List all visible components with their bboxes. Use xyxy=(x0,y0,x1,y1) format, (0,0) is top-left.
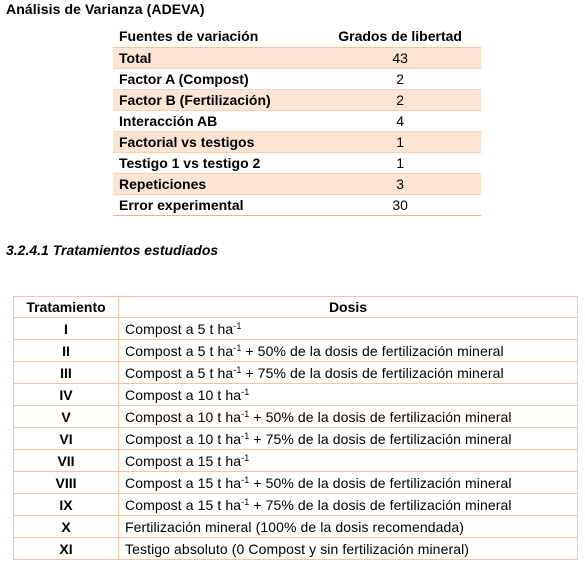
dose-unit-exponent: -1 xyxy=(233,320,242,331)
treatments-header-dose: Dosis xyxy=(119,297,578,318)
dose-unit-exponent: -1 xyxy=(241,474,250,485)
anova-df: 43 xyxy=(319,48,481,69)
dose-text: Compost a 15 t ha xyxy=(125,452,242,469)
anova-source: Error experimental xyxy=(113,195,319,216)
dose-text-suffix: + 75% de la dosis de fertilización mineral xyxy=(249,496,512,513)
dose-unit-exponent: -1 xyxy=(241,430,250,441)
table-row xyxy=(14,494,578,516)
treatments-table xyxy=(13,296,578,560)
treatment-id: X xyxy=(14,516,119,538)
table-row xyxy=(113,90,481,111)
treatment-id: III xyxy=(14,362,119,384)
table-row xyxy=(113,195,481,216)
treatment-dose xyxy=(119,472,578,494)
treatment-id: VI xyxy=(14,428,119,450)
treatments-body xyxy=(14,318,578,560)
section-heading: 3.2.4.1 Tratamientos estudiados xyxy=(6,242,219,258)
treatment-dose xyxy=(119,318,578,340)
dose-text: Compost a 10 t ha xyxy=(125,430,242,447)
anova-df: 2 xyxy=(319,69,481,90)
anova-df: 1 xyxy=(319,132,481,153)
table-row xyxy=(113,153,481,174)
treatment-dose xyxy=(119,362,578,384)
table-row xyxy=(113,69,481,90)
treatment-dose xyxy=(119,450,578,472)
dose-text: Compost a 10 t ha xyxy=(125,386,242,403)
dose-text: Compost a 10 t ha xyxy=(125,408,242,425)
dose-text: Testigo absoluto (0 Compost y sin fertilización mineral) xyxy=(125,540,470,557)
dose-unit-exponent: -1 xyxy=(241,408,250,419)
table-row xyxy=(14,428,578,450)
table-row xyxy=(113,111,481,132)
treatment-dose xyxy=(119,494,578,516)
dose-text: Compost a 5 t ha xyxy=(125,320,234,337)
treatments-header-row xyxy=(14,297,578,318)
anova-source: Factorial vs testigos xyxy=(113,132,319,153)
treatment-id: V xyxy=(14,406,119,428)
table-row xyxy=(113,174,481,195)
anova-df: 3 xyxy=(319,174,481,195)
dose-text: Compost a 15 t ha xyxy=(125,474,242,491)
treatment-id: IX xyxy=(14,494,119,516)
table-row xyxy=(14,384,578,406)
anova-table xyxy=(113,25,481,216)
treatment-id: XI xyxy=(14,538,119,560)
table-row xyxy=(14,472,578,494)
anova-df: 30 xyxy=(319,195,481,216)
treatment-dose xyxy=(119,428,578,450)
anova-source: Testigo 1 vs testigo 2 xyxy=(113,153,319,174)
dose-unit-exponent: -1 xyxy=(233,364,242,375)
treatment-id: VII xyxy=(14,450,119,472)
table-row xyxy=(14,340,578,362)
table-row xyxy=(113,132,481,153)
anova-source: Factor A (Compost) xyxy=(113,69,319,90)
dose-text: Compost a 5 t ha xyxy=(125,364,234,381)
treatment-id: IV xyxy=(14,384,119,406)
treatment-dose xyxy=(119,340,578,362)
table-row xyxy=(14,406,578,428)
table-row xyxy=(113,48,481,69)
anova-df: 4 xyxy=(319,111,481,132)
table-row xyxy=(14,362,578,384)
treatment-dose xyxy=(119,516,578,538)
treatment-dose xyxy=(119,406,578,428)
anova-df: 2 xyxy=(319,90,481,111)
anova-source: Total xyxy=(113,48,319,69)
anova-header-source: Fuentes de variación xyxy=(113,25,319,48)
treatments-header-treatment: Tratamiento xyxy=(14,297,119,318)
anova-source: Factor B (Fertilización) xyxy=(113,90,319,111)
anova-df: 1 xyxy=(319,153,481,174)
anova-heading: Análisis de Varianza (ADEVA) xyxy=(6,1,205,17)
treatment-dose xyxy=(119,384,578,406)
dose-text: Compost a 5 t ha xyxy=(125,342,234,359)
dose-text-suffix: + 50% de la dosis de fertilización mineral xyxy=(249,408,512,425)
table-row xyxy=(14,450,578,472)
dose-unit-exponent: -1 xyxy=(241,452,250,463)
anova-header-row xyxy=(113,25,481,48)
dose-text: Compost a 15 t ha xyxy=(125,496,242,513)
anova-header-df: Grados de libertad xyxy=(319,25,481,48)
dose-text-suffix: + 75% de la dosis de fertilización mineral xyxy=(241,364,504,381)
dose-unit-exponent: -1 xyxy=(233,342,242,353)
dose-unit-exponent: -1 xyxy=(241,386,250,397)
dose-text: Fertilización mineral (100% de la dosis recomendada) xyxy=(125,518,465,535)
dose-unit-exponent: -1 xyxy=(241,496,250,507)
treatment-id: II xyxy=(14,340,119,362)
treatment-id: I xyxy=(14,318,119,340)
anova-source: Repeticiones xyxy=(113,174,319,195)
dose-text-suffix: + 50% de la dosis de fertilización mineral xyxy=(241,342,504,359)
table-row xyxy=(14,516,578,538)
dose-text-suffix: + 50% de la dosis de fertilización mineral xyxy=(249,474,512,491)
dose-text-suffix: + 75% de la dosis de fertilización mineral xyxy=(249,430,512,447)
treatment-id: VIII xyxy=(14,472,119,494)
table-row xyxy=(14,318,578,340)
treatment-dose xyxy=(119,538,578,560)
anova-source: Interacción AB xyxy=(113,111,319,132)
table-row xyxy=(14,538,578,560)
